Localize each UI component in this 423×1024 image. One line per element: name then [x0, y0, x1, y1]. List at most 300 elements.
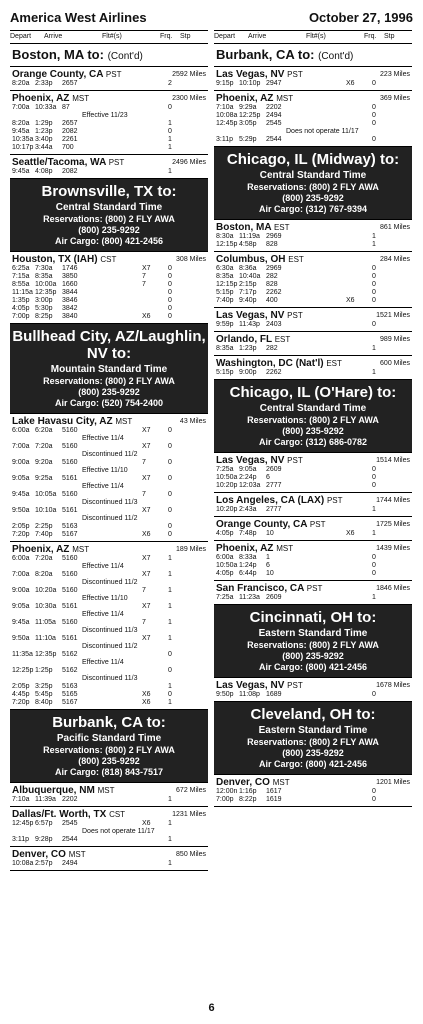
- stops: 0: [168, 523, 172, 530]
- arrive-time: 8:25p: [35, 313, 53, 320]
- frequency: X7: [142, 443, 151, 450]
- flight-number: 2202: [266, 104, 282, 111]
- flight-number: 2082: [62, 168, 78, 175]
- flight-number: 3846: [62, 297, 78, 304]
- distance-miles: 1521 Miles: [376, 312, 410, 319]
- box-zone: Mountain Standard Time: [50, 364, 168, 375]
- stops: 0: [372, 80, 376, 87]
- arrive-time: 10:40a: [239, 273, 261, 280]
- arrive-time: 4:58p: [239, 241, 257, 248]
- box-city: Brownsville, TX to:: [41, 183, 177, 200]
- arrive-time: 7:20a: [35, 555, 53, 562]
- arrive-time: 5:29p: [239, 136, 257, 143]
- destination-city: Las Vegas, NV: [216, 680, 285, 691]
- frequency: 7: [142, 587, 146, 594]
- stops: 0: [372, 796, 376, 803]
- destination-heading: [216, 222, 412, 233]
- flight-row: [12, 289, 208, 297]
- time-zone: PST: [306, 584, 323, 593]
- origin-city-label: Burbank, CA to:: [216, 47, 315, 62]
- flight-number: 3842: [62, 305, 78, 312]
- flight-number: 828: [266, 281, 278, 288]
- dest-block: [10, 783, 208, 807]
- depart-time: 6:00a: [216, 554, 234, 561]
- arrive-time: 11:10a: [35, 635, 56, 642]
- flight-row: [12, 128, 208, 136]
- box-phone: (800) 235-9292: [282, 193, 344, 203]
- distance-miles: 1678 Miles: [376, 682, 410, 689]
- destination-heading: [216, 777, 412, 788]
- flight-note: Discontinued 11/3: [82, 675, 138, 682]
- flight-row: [216, 273, 412, 281]
- depart-time: 9:50p: [216, 691, 234, 698]
- frequency: X7: [142, 507, 151, 514]
- flight-row: [12, 796, 208, 804]
- destination-heading: [12, 809, 208, 820]
- arrive-time: 2:25p: [35, 523, 53, 530]
- box-phone: (800) 235-9292: [78, 756, 140, 766]
- arrive-time: 10:20a: [35, 587, 57, 594]
- frequency: X7: [142, 603, 151, 610]
- depart-time: 10:50a: [216, 562, 238, 569]
- flight-row: [216, 241, 412, 249]
- stops: 0: [372, 281, 376, 288]
- col-frequency: Frq.: [160, 33, 173, 40]
- flight-row: [216, 570, 412, 578]
- arrive-time: 8:33a: [239, 554, 257, 561]
- flight-note: Discontinued 11/3: [82, 499, 138, 506]
- time-zone: MST: [272, 778, 290, 787]
- flight-number: 2657: [62, 80, 78, 87]
- stops: 0: [372, 120, 376, 127]
- flight-number: 2403: [266, 321, 282, 328]
- box-cargo: Air Cargo: (818) 843-7517: [54, 767, 164, 777]
- box-zone: Central Standard Time: [259, 170, 367, 181]
- dest-block: [214, 220, 412, 252]
- depart-time: 6:00a: [12, 555, 30, 562]
- flight-row: [12, 467, 208, 475]
- arrive-time: 12:35p: [35, 651, 57, 658]
- stops: 0: [372, 136, 376, 143]
- box-zone: Central Standard Time: [259, 403, 367, 414]
- col-depart: Depart: [214, 33, 236, 40]
- flight-note: Effective 11/10: [82, 595, 128, 602]
- box-reservations: Reservations: (800) 2 FLY AWA: [43, 214, 175, 224]
- stops: 0: [168, 104, 172, 111]
- stops: 0: [168, 297, 172, 304]
- destination-city: Boston, MA: [216, 222, 272, 233]
- arrive-time: 9:05a: [239, 466, 257, 473]
- distance-miles: 850 Miles: [176, 851, 206, 858]
- stops: 1: [372, 369, 376, 376]
- flight-number: 5160: [62, 443, 78, 450]
- dest-block: [214, 493, 412, 517]
- arrive-time: 11:39a: [35, 796, 56, 803]
- arrive-time: 11:19a: [239, 233, 260, 240]
- depart-time: 9:00a: [12, 587, 30, 594]
- stops: 0: [168, 507, 172, 514]
- box-zone: Pacific Standard Time: [56, 733, 162, 744]
- arrive-time: 7:30a: [35, 265, 53, 272]
- distance-miles: 672 Miles: [176, 787, 206, 794]
- depart-time: 9:45a: [12, 619, 30, 626]
- distance-miles: 1514 Miles: [376, 457, 410, 464]
- flight-row: [12, 860, 208, 868]
- box-reservations: Reservations: (800) 2 FLY AWA: [247, 640, 379, 650]
- depart-time: 7:10a: [12, 796, 30, 803]
- depart-time: 9:50a: [12, 635, 30, 642]
- flight-number: 1619: [266, 796, 282, 803]
- destination-heading: [216, 680, 412, 691]
- dest-block: [10, 807, 208, 847]
- depart-time: 11:15a: [12, 289, 33, 296]
- dest-block: [214, 308, 412, 332]
- flight-row: [12, 451, 208, 459]
- box-zone: Eastern Standard Time: [258, 725, 368, 736]
- depart-time: 2:05p: [12, 683, 30, 690]
- depart-time: 12:00n: [216, 788, 238, 795]
- flight-number: 2969: [266, 265, 282, 272]
- time-zone: MST: [97, 786, 115, 795]
- stops: 0: [168, 691, 172, 698]
- depart-time: 3:11p: [216, 136, 233, 143]
- dest-block: [10, 155, 208, 179]
- flight-number: 2494: [266, 112, 282, 119]
- stops: 1: [168, 587, 172, 594]
- stops: 1: [168, 699, 172, 706]
- arrive-time: 10:10p: [239, 80, 261, 87]
- time-zone: PST: [287, 70, 303, 79]
- arrive-time: 2:43a: [239, 506, 257, 513]
- destination-heading: [12, 785, 208, 796]
- flight-row: [12, 144, 208, 152]
- destination-city: Orlando, FL: [216, 334, 272, 345]
- flight-row: [12, 112, 208, 120]
- arrive-time: 2:15p: [239, 281, 257, 288]
- flight-row: [216, 562, 412, 570]
- box-cargo: Air Cargo: (800) 421-2456: [258, 759, 368, 769]
- time-zone: MST: [72, 94, 90, 103]
- depart-time: 9:05a: [12, 603, 30, 610]
- frequency: 7: [142, 619, 146, 626]
- time-zone: MST: [115, 417, 133, 426]
- time-zone: EST: [326, 359, 342, 368]
- flight-number: 5165: [62, 691, 78, 698]
- box-reservations: Reservations: (800) 2 FLY AWA: [247, 415, 379, 425]
- distance-miles: 1201 Miles: [376, 779, 410, 786]
- frequency: X7: [142, 265, 151, 272]
- flight-number: 2545: [62, 820, 78, 827]
- stops: 1: [168, 136, 172, 143]
- depart-time: 7:10a: [216, 104, 234, 111]
- arrive-time: 3:00p: [35, 297, 53, 304]
- frequency: X7: [142, 635, 151, 642]
- flight-note: Does not operate 11/17: [286, 128, 359, 135]
- stops: 1: [168, 820, 172, 827]
- stops: 0: [168, 128, 172, 135]
- time-zone: MST: [276, 94, 294, 103]
- flight-row: [12, 667, 208, 675]
- time-zone: CST: [100, 255, 117, 264]
- stops: 1: [372, 345, 376, 352]
- frequency: 7: [142, 459, 146, 466]
- arrive-time: 7:48p: [239, 530, 257, 537]
- time-zone: EST: [273, 223, 290, 232]
- schedule-date: October 27, 1996: [308, 10, 413, 25]
- arrive-time: 4:08p: [35, 168, 53, 175]
- stops: 1: [168, 635, 172, 642]
- distance-miles: 1439 Miles: [376, 545, 410, 552]
- flight-number: 5162: [62, 667, 78, 674]
- col-flight: Flt#(s): [306, 33, 326, 40]
- stops: 1: [372, 241, 376, 248]
- depart-time: 8:55a: [12, 281, 30, 288]
- distance-miles: 2592 Miles: [172, 71, 206, 78]
- arrive-time: 10:00a: [35, 281, 57, 288]
- destination-heading: [12, 849, 208, 860]
- depart-time: 4:05p: [216, 570, 234, 577]
- col-stops: Stp: [180, 33, 191, 40]
- arrive-time: 9:25a: [35, 475, 53, 482]
- arrive-time: 1:25p: [35, 667, 53, 674]
- distance-miles: 223 Miles: [380, 71, 410, 78]
- flight-number: 3840: [62, 313, 78, 320]
- stops: 1: [372, 530, 376, 537]
- arrive-time: 10:05a: [35, 491, 57, 498]
- box-cargo: Air Cargo: (800) 421-2456: [258, 662, 368, 672]
- stops: 0: [372, 482, 376, 489]
- frequency: X7: [142, 555, 151, 562]
- flight-number: 2777: [266, 506, 282, 513]
- flight-row: [12, 136, 208, 144]
- flight-row: [12, 643, 208, 651]
- origin-box-cincinnati: [214, 605, 412, 678]
- flight-note: Does not operate 11/17: [82, 828, 155, 835]
- arrive-time: 11:43p: [239, 321, 260, 328]
- dest-block: [214, 356, 412, 380]
- flight-number: 2082: [62, 128, 78, 135]
- stops: 0: [372, 691, 376, 698]
- flight-row: [12, 499, 208, 507]
- flight-row: [216, 136, 412, 144]
- distance-miles: 284 Miles: [380, 256, 410, 263]
- arrive-time: 11:08p: [239, 691, 260, 698]
- flight-row: [216, 281, 412, 289]
- depart-time: 9:00a: [12, 459, 30, 466]
- destination-heading: [216, 69, 412, 80]
- depart-time: 7:00p: [12, 313, 30, 320]
- box-reservations: Reservations: (800) 2 FLY AWA: [43, 745, 175, 755]
- flight-row: [12, 104, 208, 112]
- box-city: Bullhead City, AZ/Laughlin, NV to:: [12, 328, 206, 362]
- flight-row: [216, 482, 412, 490]
- arrive-time: 9:28p: [35, 836, 53, 843]
- destination-heading: [12, 254, 208, 265]
- arrive-time: 10:10a: [35, 507, 57, 514]
- box-zone: Eastern Standard Time: [258, 628, 368, 639]
- flight-row: [216, 128, 412, 136]
- stops: 0: [168, 667, 172, 674]
- stops: 0: [168, 475, 172, 482]
- dest-block: [10, 847, 208, 871]
- time-zone: CST: [109, 810, 126, 819]
- origin-city-label: Boston, MA to:: [12, 47, 104, 62]
- flight-number: 1660: [62, 281, 78, 288]
- flight-row: [12, 297, 208, 305]
- distance-miles: 369 Miles: [380, 95, 410, 102]
- box-cargo: Air Cargo: (800) 421-2456: [54, 236, 164, 246]
- flight-row: [12, 313, 208, 321]
- box-phone: (800) 235-9292: [282, 426, 344, 436]
- origin-box-midway: [214, 147, 412, 220]
- box-city: Cleveland, OH to:: [250, 706, 376, 723]
- origin-heading: [10, 44, 208, 67]
- destination-city: Phoenix, AZ: [12, 93, 70, 104]
- flight-row: [216, 796, 412, 804]
- depart-time: 8:30a: [216, 233, 234, 240]
- flight-number: 282: [266, 273, 278, 280]
- stops: 0: [168, 265, 172, 272]
- destination-city: Denver, CO: [12, 849, 66, 860]
- origin-heading: [214, 44, 412, 67]
- arrive-time: 8:20a: [35, 571, 53, 578]
- flight-row: [12, 483, 208, 491]
- depart-time: 12:15p: [216, 281, 238, 288]
- flight-row: [216, 788, 412, 796]
- arrive-time: 9:40p: [239, 297, 257, 304]
- flight-row: [216, 265, 412, 273]
- distance-miles: 2496 Miles: [172, 159, 206, 166]
- dest-block: [10, 252, 208, 324]
- destination-city: Albuquerque, NM: [12, 785, 95, 796]
- box-city: Chicago, IL (Midway) to:: [226, 151, 400, 168]
- depart-time: 9:45a: [12, 128, 30, 135]
- flight-number: 2202: [62, 796, 78, 803]
- flight-number: 87: [62, 104, 70, 111]
- frequency: X7: [142, 427, 151, 434]
- flight-row: [216, 112, 412, 120]
- flight-row: [216, 321, 412, 329]
- time-zone: PST: [287, 311, 303, 320]
- flight-row: [12, 587, 208, 595]
- flight-row: [12, 651, 208, 659]
- flight-number: 2657: [62, 120, 78, 127]
- frequency: X7: [142, 475, 151, 482]
- depart-time: 3:11p: [12, 836, 29, 843]
- dest-block: [10, 542, 208, 710]
- depart-time: 10:08a: [12, 860, 34, 867]
- arrive-time: 5:45p: [35, 691, 53, 698]
- dest-block: [214, 252, 412, 308]
- depart-time: 7:25a: [216, 594, 234, 601]
- destination-city: Phoenix, AZ: [216, 543, 274, 554]
- stops: 0: [372, 466, 376, 473]
- page-header: [10, 10, 413, 28]
- flight-number: 1746: [62, 265, 78, 272]
- flight-row: [216, 289, 412, 297]
- flight-number: 6: [266, 474, 270, 481]
- stops: 0: [168, 313, 172, 320]
- origin-city: [12, 47, 143, 62]
- destination-heading: [216, 93, 412, 104]
- flight-number: 5160: [62, 459, 78, 466]
- flight-note: Effective 11/10: [82, 467, 128, 474]
- box-city: Cincinnati, OH to:: [249, 609, 377, 626]
- stops: 1: [168, 619, 172, 626]
- time-zone: PST: [326, 496, 343, 505]
- flight-note: Effective 11/4: [82, 659, 124, 666]
- depart-time: 6:25a: [12, 265, 30, 272]
- flight-number: 2261: [62, 136, 78, 143]
- flight-number: 5161: [62, 635, 78, 642]
- arrive-time: 10:33a: [35, 104, 57, 111]
- depart-time: 9:50a: [12, 507, 30, 514]
- frequency: X6: [346, 530, 355, 537]
- stops: 0: [372, 554, 376, 561]
- flight-number: 3844: [62, 289, 78, 296]
- origin-cont: (Cont'd): [107, 51, 143, 62]
- stops: 0: [168, 281, 172, 288]
- arrive-time: 6:44p: [239, 570, 257, 577]
- flight-note: Effective 11/4: [82, 483, 124, 490]
- flight-row: [12, 691, 208, 699]
- destination-city: Las Vegas, NV: [216, 69, 285, 80]
- time-zone: MST: [276, 544, 294, 553]
- frequency: X6: [346, 80, 355, 87]
- stops: 0: [372, 289, 376, 296]
- flight-number: 700: [62, 144, 74, 151]
- arrive-time: 6:57p: [35, 820, 53, 827]
- destination-city: Las Vegas, NV: [216, 310, 285, 321]
- distance-miles: 861 Miles: [380, 224, 410, 231]
- depart-time: 2:05p: [12, 523, 30, 530]
- flight-number: 828: [266, 241, 278, 248]
- flight-row: [12, 555, 208, 563]
- flight-row: [12, 120, 208, 128]
- flight-row: [216, 594, 412, 602]
- frequency: 7: [142, 281, 146, 288]
- destination-city: Orange County, CA: [12, 69, 104, 80]
- flight-number: 5167: [62, 531, 78, 538]
- flight-row: [12, 459, 208, 467]
- destination-city: Phoenix, AZ: [12, 544, 70, 555]
- destination-heading: [216, 495, 412, 506]
- right-column: [214, 30, 412, 807]
- arrive-time: 9:20a: [35, 459, 53, 466]
- flight-row: [12, 515, 208, 523]
- flight-row: [12, 305, 208, 313]
- depart-time: 4:45p: [12, 691, 30, 698]
- flight-number: 5160: [62, 555, 78, 562]
- distance-miles: 600 Miles: [380, 360, 410, 367]
- distance-miles: 1725 Miles: [376, 521, 410, 528]
- stops: 1: [168, 603, 172, 610]
- col-depart: Depart: [10, 33, 32, 40]
- frequency: 7: [142, 273, 146, 280]
- flight-row: [216, 120, 412, 128]
- destination-city: Lake Havasu City, AZ: [12, 416, 113, 427]
- depart-time: 10:50a: [216, 474, 238, 481]
- flight-row: [12, 603, 208, 611]
- column-header: [10, 30, 208, 44]
- depart-time: 7:20p: [12, 531, 30, 538]
- destination-city: Houston, TX (IAH): [12, 254, 98, 265]
- time-zone: PST: [287, 456, 303, 465]
- stops: 2: [168, 80, 172, 87]
- stops: 1: [168, 836, 172, 843]
- depart-time: 8:35a: [216, 345, 234, 352]
- depart-time: 4:05p: [216, 530, 234, 537]
